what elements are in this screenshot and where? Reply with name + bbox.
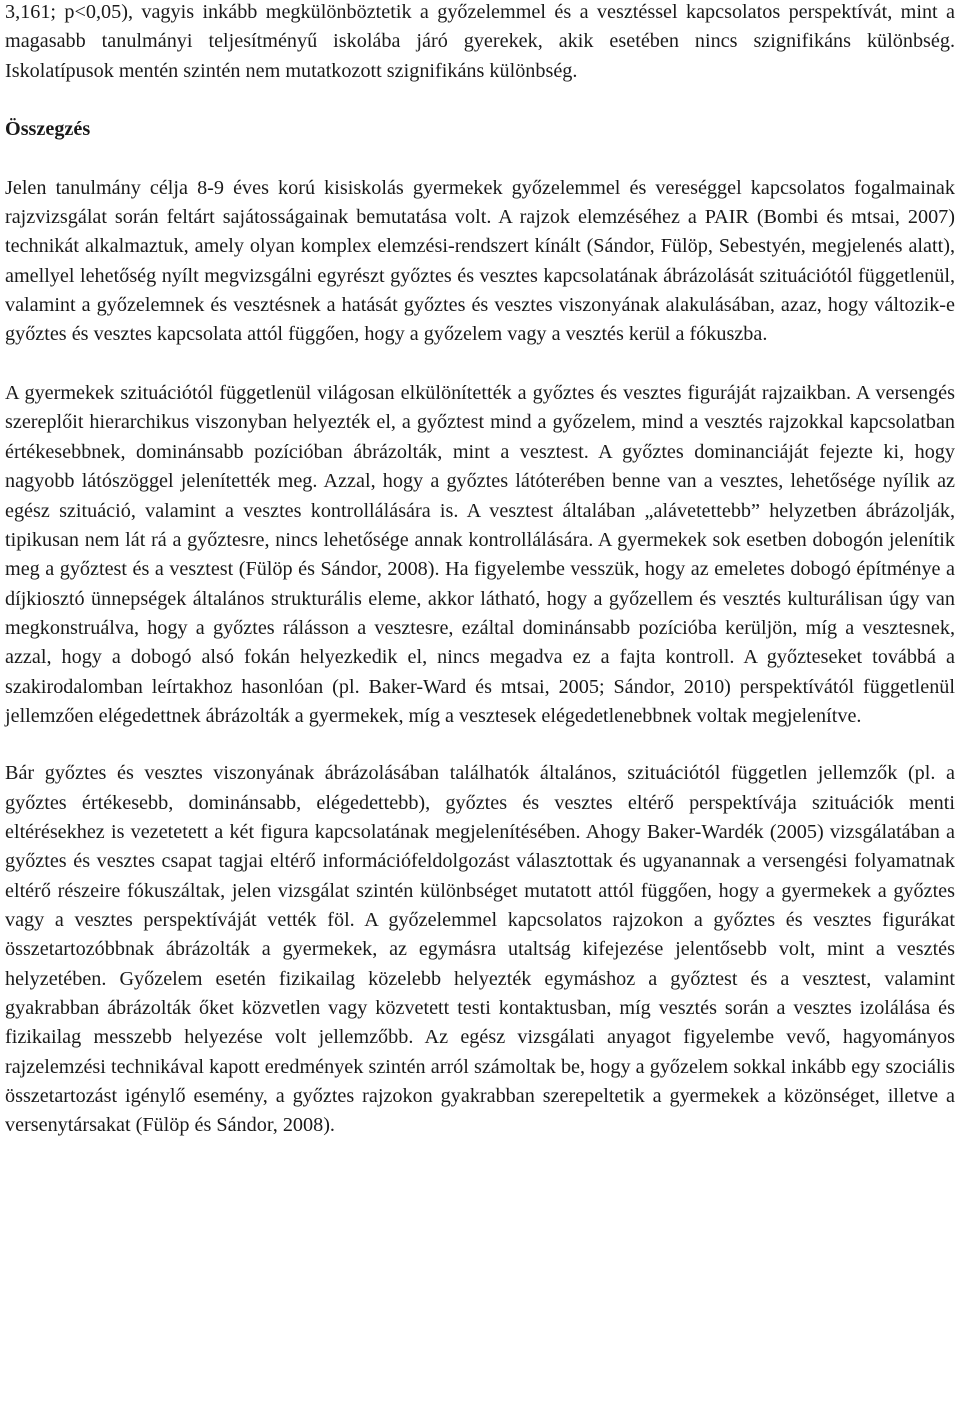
body-paragraph-1: Jelen tanulmány célja 8-9 éves korú kisiskolás gyermekek győzelemmel és vereséggel kapcsolatos fogalmainak rajzvizsgálat során feltárt sajátosságainak bemutatása volt. A rajzok elemzéséhez a PAIR (Bombi és mtsai, 2007) technikát alkalmaztuk, amely olyan komplex elemzési-rendszert kínált (Sándor, Fülöp, Sebestyén, megjelenés alatt), amellyel lehetőség nyílt megvizsgálni egyrészt győztes és vesztes kapcsolatának ábrázolását szituációtól függetlenül, valamint a győzelemnek és vesztésnek a hatását győztes és vesztes viszonyának alakulásában, azaz, hogy változik-e győztes és vesztes kapcsolata attól függően, hogy a győzelem vagy a vesztés kerül a fókuszba.	[5, 176, 955, 346]
section-heading: Összegzés	[5, 118, 91, 141]
document-page	[5, 0, 955, 1141]
body-paragraph-2: A gyermekek szituációtól függetlenül világosan elkülönítették a győztes és vesztes figuráját rajzaikban. A versengés szereplőit hierarchikus viszonyban helyezték el, a győztest mind a győzelem, mind a vesztés rajzokkal kapcsolatban értékesebbnek, dominánsabb pozícióban ábrázolták, mint a vesztest. A győztes dominanciáját fejezte ki, hogy nagyobb látószöggel jelenítették meg. Azzal, hogy a győztes látóterében benne van a vesztes, lehetősége nyílik az egész szituáció, valamint a vesztes kontrollálására is. A vesztest általában „alávetettebb” helyzetben ábrázolják, tipikusan nem lát rá a győztesre, nincs lehetősége annak kontrollálására. A gyermekek sok esetben dobogón jelenítik meg a győztest és a vesztest (Fülöp és Sándor, 2008). Ha figyelembe vesszük, hogy az emeletes dobogó építménye a díjkiosztó ünnepségek általános strukturális eleme, akkor látható, hogy a győzellem és vesztés kulturálisan úgy van megkonstruálva, hogy a győztes rálásson a vesztesre, ezáltal dominánsabb pozícióba kerüljön, míg a vesztesnek, azzal, hogy a dobogó alsó fokán helyezkedik el, nincs megadva ez a fajta kontroll. A győzteseket továbbá a szakirodalomban leírtakhoz hasonlóan (pl. Baker-Ward és mtsai, 2005; Sándor, 2010) perspektívától függetlenül jellemzően elégedettnek ábrázolták a gyermekek, míg a vesztesek elégedetlenebbnek voltak megjelenítve.	[5, 382, 955, 727]
spacer	[5, 144, 955, 173]
spacer	[5, 350, 955, 379]
intro-paragraph: 3,161; p<0,05), vagyis inkább megkülönböztetik a győzelemmel és a vesztéssel kapcsolatos perspektívát, mint a magasabb tanulmányi teljesítményű iskolába járó gyerekek, akik esetében nincs szignifikáns különbség. Iskolatípusok mentén szintén nem mutatkozott szignifikáns különbség.	[5, 1, 955, 82]
spacer	[5, 731, 955, 759]
body-paragraph-3: Bár győztes és vesztes viszonyának ábrázolásában találhatók általános, szituációtól független jellemzők (pl. a győztes értékesebb, dominánsabb, elégedettebb), győztes és vesztes eltérő perspektívája szituációk menti eltérésekhez is vezetetett a két figura kapcsolatának megjelenítésében. Ahogy Baker-Wardék (2005) vizsgálatában a győztes és vesztes csapat tagjai eltérő információfeldolgozást választottak és ugyanannak a versengési folyamatnak eltérő részeire fókuszáltak, jelen vizsgálat szintén különbséget mutatott attól függően, hogy a gyermekek a győztes vagy a vesztes perspektíváját vették föl. A győzelemmel kapcsolatos rajzokon a győztes és vesztes figurákat összetartozóbbnak ábrázolták a gyermekek, az egymásra utaltság kifejezése jelentősebb volt, mint a vesztés helyzetében. Győzelem esetén fizikailag közelebb helyezték egymáshoz a győztest és a vesztest, valamint gyakrabban ábrázolták őket közvetlen vagy közvetett testi kontaktusban, míg vesztés során a vesztes izolálása és fizikailag messzebb helyezése volt jellemzőbb. Az egész vizsgálati anyagot figyelembe vevő, hagyományos rajzelemzési technikával kapott eredmények szintén arról számoltak be, hogy a győzelem sokkal inkább egy szociális összetartozást igénylő esemény, a győztes rajzokon gyakrabban szerepeltetik a gyermekek a közönséget, illetve a versenytársakat (Fülöp és Sándor, 2008).	[5, 762, 955, 1137]
